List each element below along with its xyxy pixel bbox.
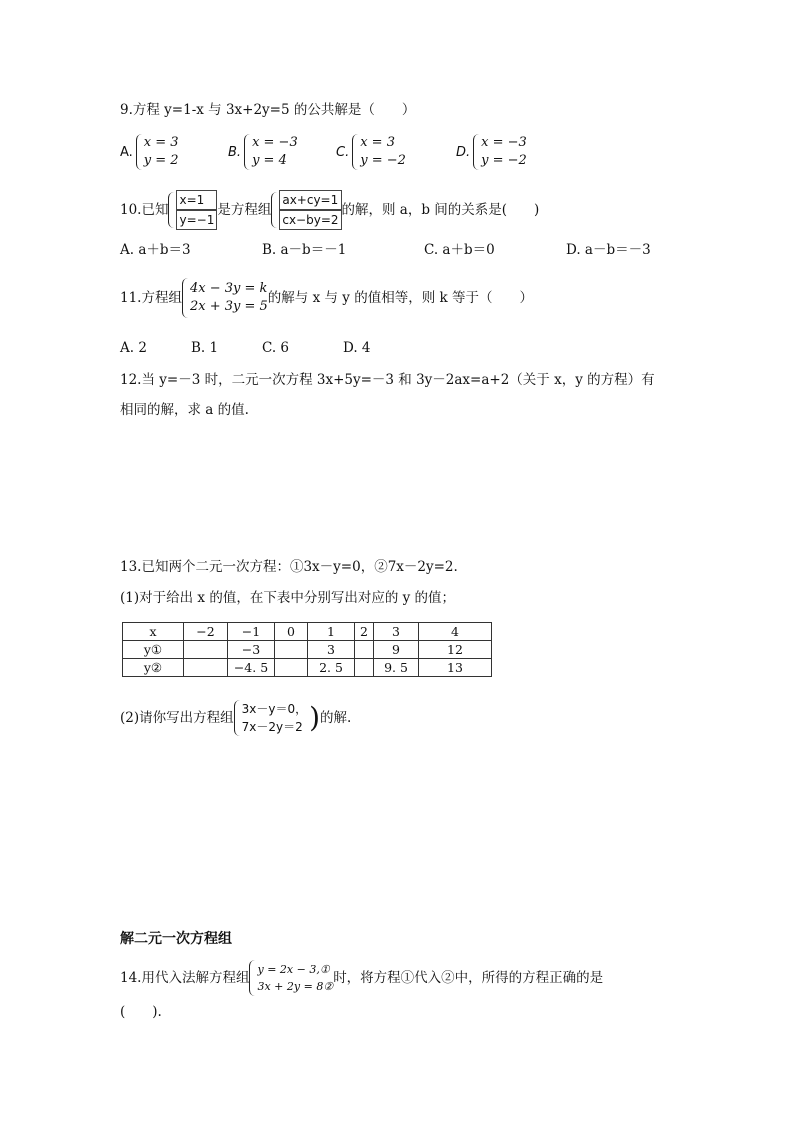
option-label: C. xyxy=(336,144,350,160)
equation-system xyxy=(234,700,320,736)
option-label: B. xyxy=(228,144,242,160)
equation-system xyxy=(249,960,333,996)
option-label: D. xyxy=(456,144,471,160)
values-table xyxy=(122,622,492,677)
q11-suffix: 的解与 x 与 y 的值相等，则 k 等于（ ） xyxy=(267,290,533,306)
q9-option-d[interactable] xyxy=(456,134,527,170)
equation-system xyxy=(182,278,268,318)
q13-part2-prefix: (2)请你写出方程组 xyxy=(120,710,234,726)
table-cell: 1 xyxy=(308,623,355,641)
equation-line: 7x－2y＝2 xyxy=(241,720,303,734)
q13-stem: 13.已知两个二元一次方程：①3x－y=0，②7x－2y=2. xyxy=(120,559,458,575)
equation-line: x=1 xyxy=(176,190,217,210)
table-cell: 2. 5 xyxy=(308,659,355,677)
q11-option-d[interactable]: D. 4 xyxy=(343,340,371,356)
table-cell xyxy=(355,641,374,659)
given-solution xyxy=(168,190,217,230)
q10-mid: 是方程组 xyxy=(217,202,272,218)
equation-line: y = −2 xyxy=(481,153,527,168)
table-cell: 0 xyxy=(275,623,308,641)
table-cell: 13 xyxy=(419,659,492,677)
equation-line: y = 2 xyxy=(143,153,179,168)
q9-stem: 9.方程 y=1-x 与 3x+2y=5 的公共解是（ ） xyxy=(120,102,416,118)
table-row xyxy=(123,659,492,677)
section-heading: 解二元一次方程组 xyxy=(120,931,232,947)
table-cell: y② xyxy=(123,659,184,677)
table-cell: 4 xyxy=(419,623,492,641)
q10-prefix: 10.已知 xyxy=(120,202,169,218)
equation-line: y = 2x − 3,① xyxy=(257,963,330,976)
q10-stem xyxy=(120,190,539,230)
q9-option-b[interactable] xyxy=(228,134,298,170)
left-brace xyxy=(244,134,250,170)
solution-system xyxy=(136,134,179,170)
table-cell: −2 xyxy=(184,623,228,641)
left-brace xyxy=(182,278,188,318)
table-cell: 3 xyxy=(374,623,419,641)
right-paren: ) xyxy=(309,701,321,734)
solution-system xyxy=(244,134,298,170)
q14-prefix: 14.用代入法解方程组 xyxy=(120,970,250,986)
solution-system xyxy=(473,134,527,170)
equation-line: 3x + 2y = 8② xyxy=(257,980,334,993)
q13-part2-suffix: 的解. xyxy=(320,710,352,726)
table-cell: x xyxy=(123,623,184,641)
q11-option-c[interactable]: C. 6 xyxy=(262,340,290,356)
equation-line: 3x－y＝0， xyxy=(241,702,308,716)
left-brace xyxy=(473,134,479,170)
table-cell: −1 xyxy=(228,623,275,641)
q14-stem xyxy=(120,960,603,996)
table-row xyxy=(123,641,492,659)
table-cell: 12 xyxy=(419,641,492,659)
q11-option-b[interactable]: B. 1 xyxy=(191,340,219,356)
q11-stem xyxy=(120,278,533,318)
q10-option-a[interactable]: A. a＋b＝3 xyxy=(120,242,191,258)
equation-line: x = −3 xyxy=(481,135,527,150)
q10-option-d[interactable]: D. a－b＝－3 xyxy=(566,242,651,258)
equation-line: x = −3 xyxy=(252,135,298,150)
equation-line: cx−by=2 xyxy=(279,210,341,230)
equation-line: 4x − 3y = k xyxy=(189,281,268,296)
q12-line-2: 相同的解，求 a 的值. xyxy=(120,402,249,418)
equation-line: x = 3 xyxy=(143,135,179,150)
q13-part1: (1)对于给出 x 的值，在下表中分别写出对应的 y 的值； xyxy=(120,590,456,606)
table-cell xyxy=(184,659,228,677)
table-header-row xyxy=(123,623,492,641)
q13-part2 xyxy=(120,700,351,736)
equation-line: y = −2 xyxy=(360,153,406,168)
table-cell: y① xyxy=(123,641,184,659)
table-cell xyxy=(355,659,374,677)
left-brace xyxy=(352,134,358,170)
equation-line: y = 4 xyxy=(252,153,287,168)
q9-option-a[interactable] xyxy=(120,134,179,170)
table-cell: 9. 5 xyxy=(374,659,419,677)
table-cell xyxy=(184,641,228,659)
q11-prefix: 11.方程组 xyxy=(120,290,182,306)
left-brace xyxy=(136,134,142,170)
q10-option-c[interactable]: C. a＋b＝0 xyxy=(424,242,495,258)
q9-option-c[interactable] xyxy=(336,134,406,170)
left-brace xyxy=(168,192,174,228)
table-cell: 9 xyxy=(374,641,419,659)
equation-line: 2x + 3y = 5 xyxy=(189,299,268,314)
equation-line: x = 3 xyxy=(360,135,395,150)
equation-line: y=−1 xyxy=(176,210,217,230)
q10-suffix: 的解，则 a，b 间的关系是( ) xyxy=(341,202,540,218)
equation-line: ax+cy=1 xyxy=(279,190,341,210)
table-cell xyxy=(275,641,308,659)
table-cell: 3 xyxy=(308,641,355,659)
table-cell: −4. 5 xyxy=(228,659,275,677)
q14-line-2: ( ). xyxy=(120,1004,162,1020)
option-label: A. xyxy=(120,144,133,160)
solution-system xyxy=(352,134,406,170)
table-cell xyxy=(275,659,308,677)
table-cell: −3 xyxy=(228,641,275,659)
q12-line-1: 12.当 y=－3 时，二元一次方程 3x+5y=－3 和 3y－2ax=a+2（关于 x，y 的方程）有 xyxy=(120,372,655,388)
left-brace xyxy=(234,700,240,736)
equation-system xyxy=(271,190,341,230)
left-brace xyxy=(271,192,277,228)
table-cell: 2 xyxy=(355,623,374,641)
q11-option-a[interactable]: A. 2 xyxy=(120,340,147,356)
q10-option-b[interactable]: B. a－b＝－1 xyxy=(262,242,347,258)
q14-suffix: 时，将方程①代入②中，所得的方程正确的是 xyxy=(333,970,604,986)
left-brace xyxy=(249,960,255,996)
